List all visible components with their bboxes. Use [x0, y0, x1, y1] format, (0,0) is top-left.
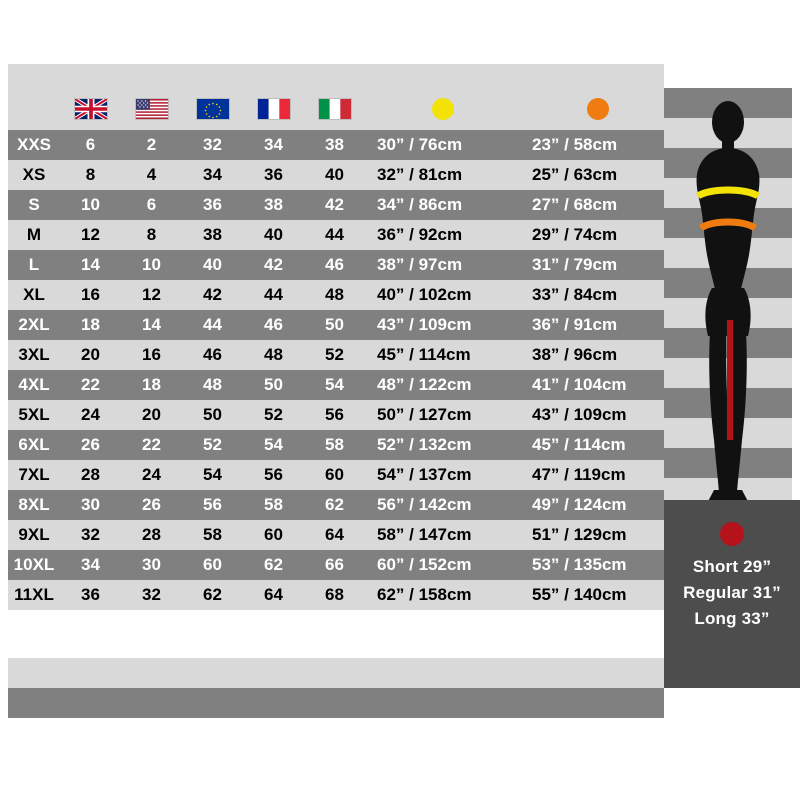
bottom-spacer-strip-light: [8, 658, 664, 688]
cell-uk: 36: [60, 580, 121, 610]
header-cell-eu: [182, 88, 243, 130]
table-row: [8, 310, 675, 340]
cell-waist: 31” / 79cm: [520, 250, 675, 280]
cell-us: 22: [121, 430, 182, 460]
table-row: [8, 190, 675, 220]
table-row: [8, 160, 675, 190]
cell-us: 32: [121, 580, 182, 610]
table-row: [8, 220, 675, 250]
header-cell-fr: [243, 88, 304, 130]
cell-it: 66: [304, 550, 365, 580]
bottom-spacer-strip-dark: [8, 688, 664, 718]
cell-size: XXS: [8, 130, 60, 160]
length-short: Short 29”: [692, 557, 772, 576]
cell-it: 68: [304, 580, 365, 610]
cell-fr: 36: [243, 160, 304, 190]
cell-waist: 45” / 114cm: [520, 430, 675, 460]
cell-uk: 26: [60, 430, 121, 460]
cell-eu: 36: [182, 190, 243, 220]
cell-waist: 53” / 135cm: [520, 550, 675, 580]
table-row: [8, 130, 675, 160]
cell-it: 60: [304, 460, 365, 490]
cell-eu: 56: [182, 490, 243, 520]
cell-waist: 51” / 129cm: [520, 520, 675, 550]
table-row: [8, 280, 675, 310]
table-row: [8, 400, 675, 430]
cell-bust: 45” / 114cm: [365, 340, 520, 370]
cell-us: 4: [121, 160, 182, 190]
cell-waist: 55” / 140cm: [520, 580, 675, 610]
cell-eu: 48: [182, 370, 243, 400]
length-regular: Regular 31”: [683, 583, 781, 602]
cell-uk: 24: [60, 400, 121, 430]
cell-bust: 34” / 86cm: [365, 190, 520, 220]
flag-uk-icon: [74, 98, 108, 120]
cell-bust: 48” / 122cm: [365, 370, 520, 400]
cell-size: L: [8, 250, 60, 280]
table-row: [8, 580, 675, 610]
table-row: [8, 550, 675, 580]
cell-waist: 47” / 119cm: [520, 460, 675, 490]
cell-fr: 40: [243, 220, 304, 250]
cell-it: 54: [304, 370, 365, 400]
cell-fr: 50: [243, 370, 304, 400]
cell-eu: 62: [182, 580, 243, 610]
cell-uk: 28: [60, 460, 121, 490]
cell-eu: 42: [182, 280, 243, 310]
cell-eu: 52: [182, 430, 243, 460]
cell-uk: 8: [60, 160, 121, 190]
cell-waist: 38” / 96cm: [520, 340, 675, 370]
cell-bust: 58” / 147cm: [365, 520, 520, 550]
cell-it: 58: [304, 430, 365, 460]
header-cell-uk: [60, 88, 121, 130]
cell-waist: 43” / 109cm: [520, 400, 675, 430]
table-row: [8, 520, 675, 550]
cell-bust: 50” / 127cm: [365, 400, 520, 430]
cell-waist: 23” / 58cm: [520, 130, 675, 160]
cell-us: 30: [121, 550, 182, 580]
female-body-silhouette: [664, 88, 792, 518]
cell-uk: 6: [60, 130, 121, 160]
cell-us: 16: [121, 340, 182, 370]
cell-bust: 38” / 97cm: [365, 250, 520, 280]
cell-fr: 44: [243, 280, 304, 310]
cell-size: 7XL: [8, 460, 60, 490]
cell-waist: 25” / 63cm: [520, 160, 675, 190]
cell-bust: 54” / 137cm: [365, 460, 520, 490]
cell-uk: 16: [60, 280, 121, 310]
cell-bust: 40” / 102cm: [365, 280, 520, 310]
cell-size: 10XL: [8, 550, 60, 580]
cell-bust: 52” / 132cm: [365, 430, 520, 460]
cell-eu: 54: [182, 460, 243, 490]
bust-marker-icon: [432, 98, 454, 120]
cell-uk: 30: [60, 490, 121, 520]
cell-uk: 20: [60, 340, 121, 370]
cell-us: 6: [121, 190, 182, 220]
cell-bust: 60” / 152cm: [365, 550, 520, 580]
cell-it: 52: [304, 340, 365, 370]
cell-eu: 50: [182, 400, 243, 430]
cell-bust: 62” / 158cm: [365, 580, 520, 610]
cell-it: 50: [304, 310, 365, 340]
cell-fr: 52: [243, 400, 304, 430]
header-cell-it: [304, 88, 365, 130]
cell-fr: 34: [243, 130, 304, 160]
cell-size: 4XL: [8, 370, 60, 400]
cell-it: 42: [304, 190, 365, 220]
header-cell-us: [121, 88, 182, 130]
cell-bust: 32” / 81cm: [365, 160, 520, 190]
cell-it: 38: [304, 130, 365, 160]
table-row: [8, 460, 675, 490]
cell-us: 28: [121, 520, 182, 550]
cell-eu: 60: [182, 550, 243, 580]
cell-size: XL: [8, 280, 60, 310]
cell-fr: 56: [243, 460, 304, 490]
cell-us: 12: [121, 280, 182, 310]
cell-size: 9XL: [8, 520, 60, 550]
cell-us: 18: [121, 370, 182, 400]
inseam-length-panel: [664, 500, 800, 688]
header-cell-size: [8, 88, 60, 130]
cell-fr: 60: [243, 520, 304, 550]
cell-fr: 42: [243, 250, 304, 280]
cell-eu: 40: [182, 250, 243, 280]
cell-waist: 27” / 68cm: [520, 190, 675, 220]
cell-size: M: [8, 220, 60, 250]
cell-it: 46: [304, 250, 365, 280]
cell-bust: 56” / 142cm: [365, 490, 520, 520]
cell-bust: 36” / 92cm: [365, 220, 520, 250]
cell-us: 10: [121, 250, 182, 280]
cell-fr: 54: [243, 430, 304, 460]
table-row: [8, 490, 675, 520]
cell-waist: 33” / 84cm: [520, 280, 675, 310]
cell-size: XS: [8, 160, 60, 190]
cell-size: 8XL: [8, 490, 60, 520]
inseam-marker-icon: [720, 522, 744, 546]
table-row: [8, 430, 675, 460]
cell-waist: 49” / 124cm: [520, 490, 675, 520]
size-conversion-table: [8, 88, 675, 610]
cell-us: 2: [121, 130, 182, 160]
cell-it: 40: [304, 160, 365, 190]
cell-fr: 62: [243, 550, 304, 580]
cell-size: 6XL: [8, 430, 60, 460]
cell-waist: 36” / 91cm: [520, 310, 675, 340]
cell-fr: 48: [243, 340, 304, 370]
cell-eu: 38: [182, 220, 243, 250]
cell-it: 62: [304, 490, 365, 520]
cell-size: 5XL: [8, 400, 60, 430]
cell-size: 2XL: [8, 310, 60, 340]
cell-us: 20: [121, 400, 182, 430]
header-cell-bust: [365, 88, 520, 130]
cell-uk: 14: [60, 250, 121, 280]
cell-size: S: [8, 190, 60, 220]
flag-fr-icon: [257, 98, 291, 120]
cell-uk: 10: [60, 190, 121, 220]
cell-uk: 34: [60, 550, 121, 580]
flag-us-icon: [135, 98, 169, 120]
table-row: [8, 250, 675, 280]
top-spacer-strip: [8, 64, 664, 88]
cell-us: 8: [121, 220, 182, 250]
flag-eu-icon: [196, 98, 230, 120]
cell-uk: 18: [60, 310, 121, 340]
cell-eu: 34: [182, 160, 243, 190]
table-row: [8, 370, 675, 400]
cell-bust: 43” / 109cm: [365, 310, 520, 340]
cell-it: 48: [304, 280, 365, 310]
waist-marker-icon: [587, 98, 609, 120]
cell-it: 44: [304, 220, 365, 250]
cell-size: 3XL: [8, 340, 60, 370]
cell-eu: 44: [182, 310, 243, 340]
cell-uk: 22: [60, 370, 121, 400]
cell-us: 14: [121, 310, 182, 340]
cell-fr: 58: [243, 490, 304, 520]
cell-us: 26: [121, 490, 182, 520]
cell-eu: 32: [182, 130, 243, 160]
cell-waist: 29” / 74cm: [520, 220, 675, 250]
cell-fr: 38: [243, 190, 304, 220]
header-cell-waist: [520, 88, 675, 130]
cell-us: 24: [121, 460, 182, 490]
cell-size: 11XL: [8, 580, 60, 610]
length-long: Long 33”: [694, 609, 770, 628]
table-row: [8, 340, 675, 370]
cell-eu: 58: [182, 520, 243, 550]
cell-uk: 12: [60, 220, 121, 250]
cell-eu: 46: [182, 340, 243, 370]
cell-bust: 30” / 76cm: [365, 130, 520, 160]
cell-it: 56: [304, 400, 365, 430]
cell-fr: 46: [243, 310, 304, 340]
cell-it: 64: [304, 520, 365, 550]
flag-it-icon: [318, 98, 352, 120]
cell-uk: 32: [60, 520, 121, 550]
table-header-row: [8, 88, 675, 130]
cell-fr: 64: [243, 580, 304, 610]
cell-waist: 41” / 104cm: [520, 370, 675, 400]
